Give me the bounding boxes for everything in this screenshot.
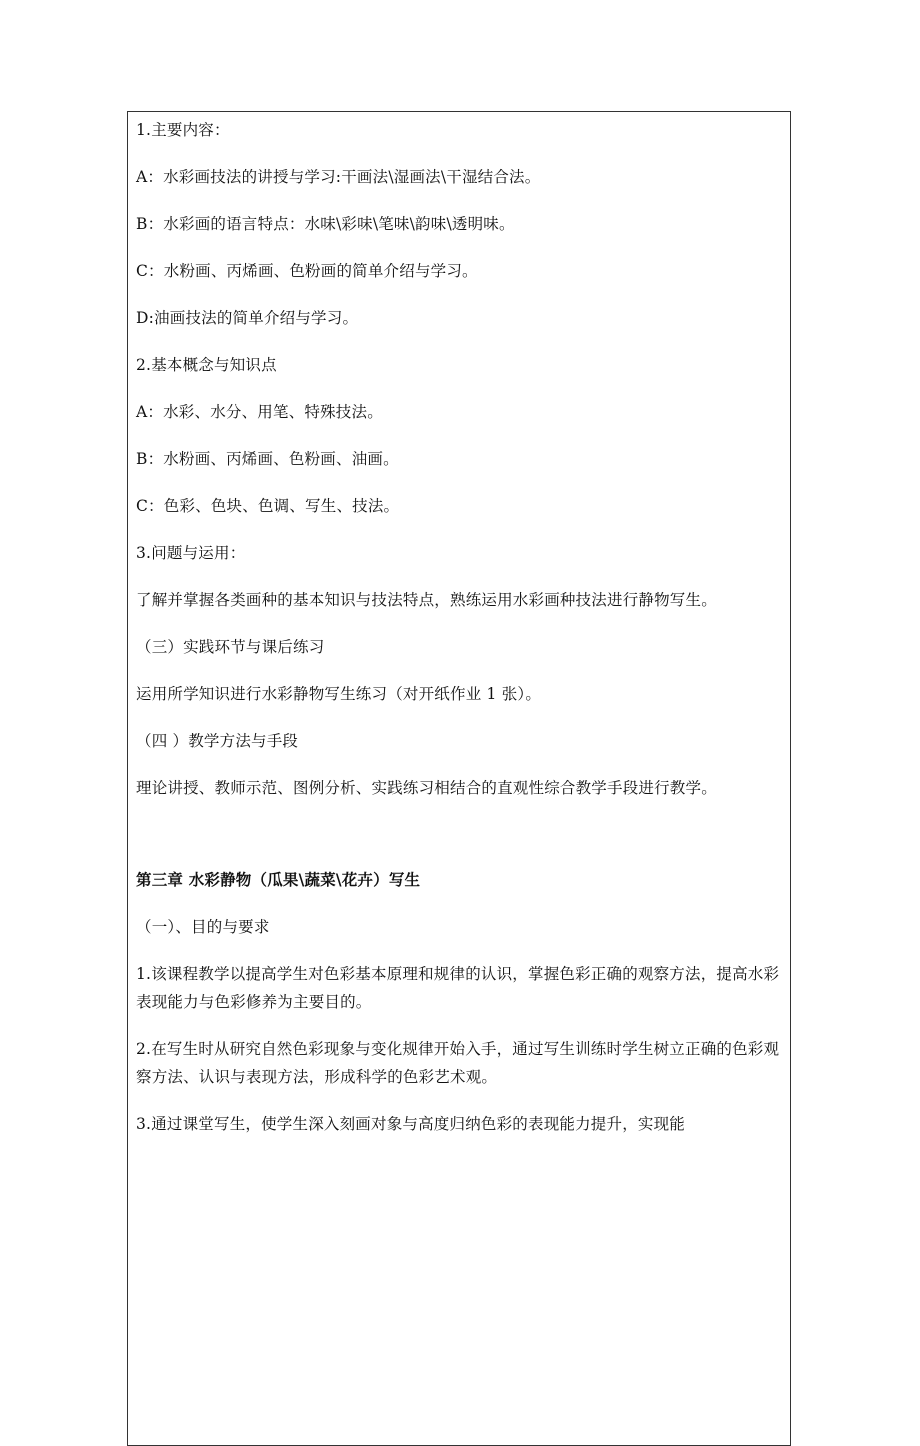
item-problems-heading: 3.问题与运用：	[136, 544, 246, 562]
item-concept-b: B：水粉画、丙烯画、色粉画、油画。	[136, 450, 399, 468]
item-content-a: A：水彩画技法的讲授与学习:干画法\湿画法\干湿结合法。	[136, 168, 541, 186]
section-methods-text: 理论讲授、教师示范、图例分析、实践练习相结合的直观性综合教学手段进行教学。	[136, 779, 717, 797]
goal-item-3: 3.通过课堂写生，使学生深入刻画对象与高度归纳色彩的表现能力提升，实现能	[136, 1115, 685, 1133]
item-concept-c: C：色彩、色块、色调、写生、技法。	[136, 497, 400, 515]
item-concepts-heading: 2.基本概念与知识点	[136, 356, 277, 374]
item-content-c: C：水粉画、丙烯画、色粉画的简单介绍与学习。	[136, 262, 478, 280]
item-content-d: D:油画技法的简单介绍与学习。	[136, 309, 359, 327]
section-methods-heading: （四 ）教学方法与手段	[136, 732, 299, 750]
goal-item-1: 1.该课程教学以提高学生对色彩基本原理和规律的认识，掌握色彩正确的观察方法，提高水彩表现能力与色彩修养为主要目的。	[136, 965, 780, 1011]
item-content-b: B：水彩画的语言特点：水味\彩味\笔味\韵味\透明味。	[136, 215, 515, 233]
item-main-content-heading: 1.主要内容：	[136, 121, 230, 139]
item-problems-text: 了解并掌握各类画种的基本知识与技法特点，熟练运用水彩画种技法进行静物写生。	[136, 591, 717, 609]
section-goals-heading: （一）、目的与要求	[136, 918, 270, 936]
section-practice-heading: （三）实践环节与课后练习	[136, 638, 325, 656]
document-body	[136, 116, 786, 1146]
item-concept-a: A：水彩、水分、用笔、特殊技法。	[136, 403, 383, 421]
goal-item-2: 2.在写生时从研究自然色彩现象与变化规律开始入手，通过写生训练时学生树立正确的色彩观察方法、认识与表现方法，形成科学的色彩艺术观。	[136, 1040, 780, 1086]
chapter-title: 第三章 水彩静物（瓜果\蔬菜\花卉）写生	[136, 870, 421, 889]
section-practice-text: 运用所学知识进行水彩静物写生练习（对开纸作业 1 张）。	[136, 685, 542, 703]
